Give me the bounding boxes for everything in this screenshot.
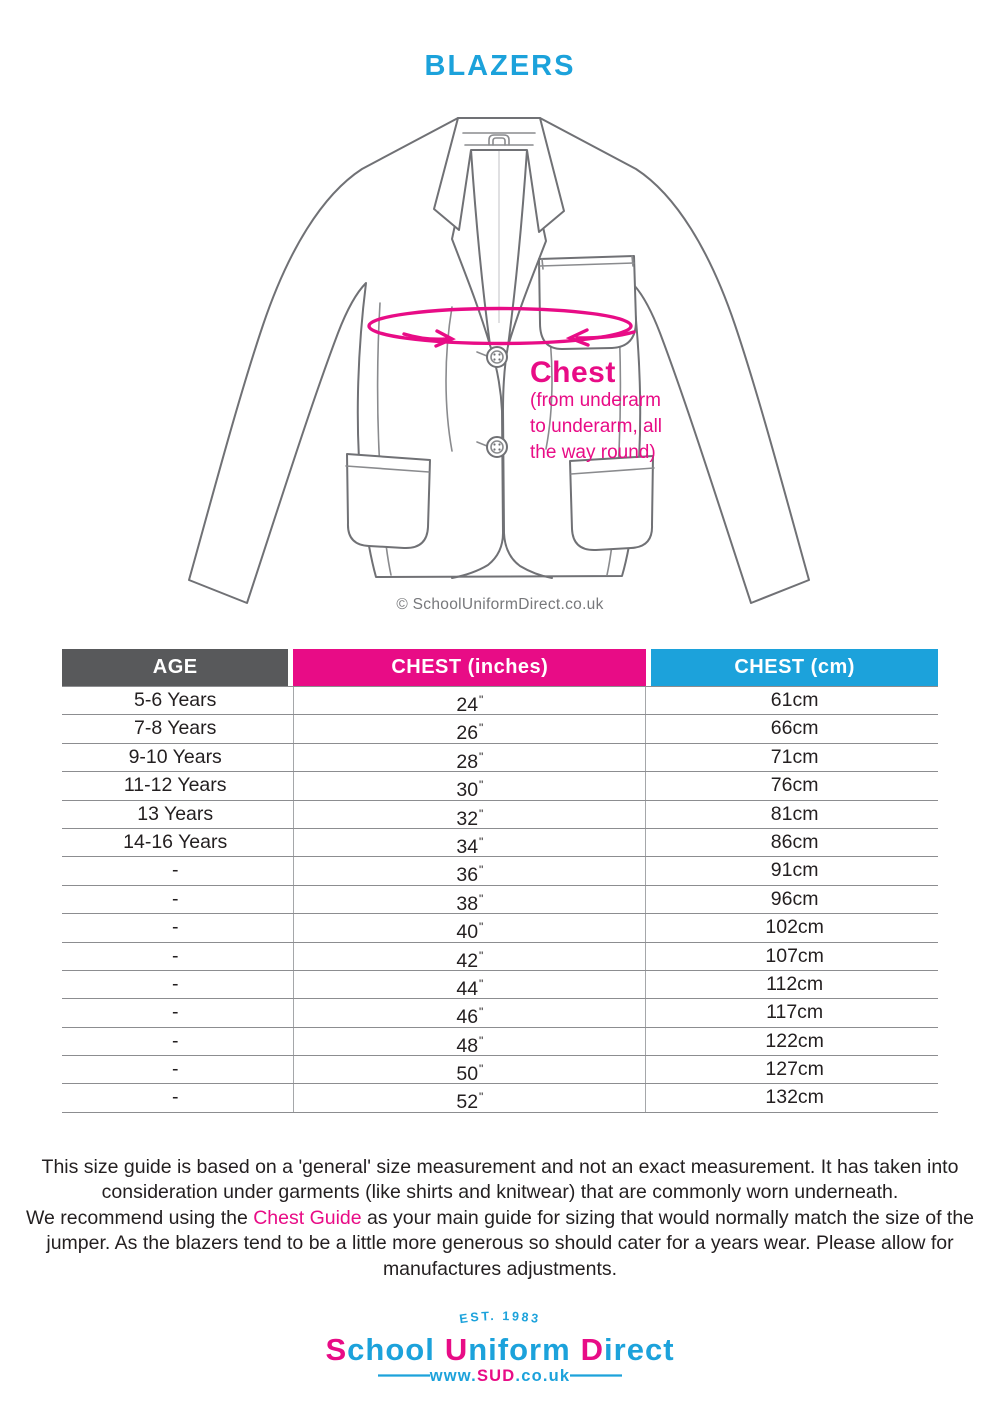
table-row <box>62 999 938 1027</box>
disclaimer <box>21 1155 979 1283</box>
table-row <box>62 715 938 743</box>
chest-inches-cell <box>293 943 646 970</box>
chest-inches-value: 30 <box>456 779 479 802</box>
chest-cm-cell: 91cm <box>770 859 819 882</box>
chest-cm-cell: 122cm <box>765 1029 824 1052</box>
inch-mark: " <box>479 920 484 935</box>
chest-inches-cell <box>293 687 646 714</box>
chest-cm-cell: 117cm <box>766 1001 824 1024</box>
chest-inches-cell <box>293 744 646 771</box>
chest-inches-value: 44 <box>456 977 479 1000</box>
chest-inches-cell <box>293 801 646 828</box>
disclaimer-text-2a: We recommend using the <box>25 1206 254 1229</box>
chest-inches-value: 34 <box>456 835 479 858</box>
inch-mark: " <box>479 721 484 736</box>
chest-note-line-2: to underarm, all <box>530 416 663 437</box>
chest-cm-cell: 81cm <box>770 802 819 825</box>
brand-logo <box>280 1300 720 1392</box>
table-row <box>62 857 938 885</box>
age-cell: - <box>171 916 179 939</box>
logo-url-prefix: www. <box>429 1367 477 1386</box>
inch-mark: " <box>479 863 484 878</box>
chest-cm-cell: 61cm <box>770 689 819 711</box>
logo-word1-initial: S <box>325 1332 348 1368</box>
chest-inches-value: 28 <box>456 750 479 773</box>
inch-mark: " <box>479 1090 484 1105</box>
chest-inches-value: 48 <box>456 1034 479 1057</box>
age-cell: - <box>171 1086 179 1109</box>
chest-cm-column-header: CHEST (cm) <box>651 649 938 686</box>
chest-cm-cell: 96cm <box>770 887 819 910</box>
logo-brand-text <box>325 1332 674 1367</box>
chest-inches-cell <box>293 715 646 745</box>
chest-inches-cell <box>293 886 646 913</box>
age-cell: - <box>171 972 179 995</box>
age-cell: 13 Years <box>137 802 214 825</box>
chest-inches-value: 24 <box>456 694 479 716</box>
table-row <box>62 744 938 772</box>
table-row <box>62 772 938 800</box>
chest-inches-column-header: CHEST (inches) <box>293 649 646 686</box>
left-patch-pocket <box>347 454 430 548</box>
age-column-header: AGE <box>62 649 288 686</box>
chest-cm-cell: 66cm <box>770 717 819 740</box>
inch-mark: " <box>479 749 484 764</box>
chest-inches-value: 42 <box>456 949 479 972</box>
age-cell: 5-6 Years <box>133 689 217 711</box>
logo-word2-initial: U <box>444 1332 469 1368</box>
inch-mark: " <box>479 778 484 793</box>
chest-note-line-1: (from underarm <box>530 390 661 411</box>
inch-mark: " <box>479 806 484 821</box>
chest-cm-cell: 112cm <box>766 972 824 995</box>
chest-inches-cell <box>293 857 646 887</box>
age-cell: 14-16 Years <box>123 830 228 853</box>
table-row <box>62 829 938 857</box>
chest-note-line-3: the way round) <box>530 442 656 463</box>
right-patch-pocket <box>570 456 653 550</box>
copyright-text: © SchoolUniformDirect.co.uk <box>396 596 604 613</box>
size-table-header <box>62 649 938 686</box>
age-cell: - <box>171 859 179 882</box>
chest-inches-value: 38 <box>456 892 479 915</box>
table-row <box>62 943 938 971</box>
table-row <box>62 686 938 715</box>
chest-inches-value: 40 <box>456 921 479 944</box>
disclaimer-text-1: This size guide is based on a 'general' size measurement and not an exact measurement. It has taken into consideration under garments (like shirts and knitwear) that are commonly worn underneath. <box>41 1155 959 1204</box>
age-cell: 9-10 Years <box>128 745 222 768</box>
chest-cm-cell: 71cm <box>770 745 819 768</box>
chest-inches-value: 52 <box>456 1091 479 1114</box>
chest-inches-cell <box>293 829 646 856</box>
inch-mark: " <box>479 693 484 707</box>
blazer-diagram <box>0 93 1000 615</box>
inch-mark: " <box>479 1005 484 1020</box>
logo-word1-rest: chool <box>347 1332 435 1368</box>
table-row <box>62 1056 938 1084</box>
age-cell: 11-12 Years <box>123 774 227 797</box>
table-row <box>62 801 938 829</box>
disclaimer-paragraph-1 <box>21 1155 979 1206</box>
page-title: BLAZERS <box>424 50 576 82</box>
chest-cm-cell: 86cm <box>770 830 819 853</box>
chest-label: Chest <box>530 356 616 389</box>
age-cell: 7-8 Years <box>133 717 217 740</box>
chest-cm-cell: 107cm <box>765 944 824 967</box>
logo-word3-initial: D <box>580 1332 605 1368</box>
logo-established-text: EST. 1983 <box>458 1309 542 1327</box>
disclaimer-paragraph-2 <box>21 1206 979 1283</box>
inch-mark: " <box>479 1062 484 1077</box>
chest-inches-cell <box>293 1028 646 1055</box>
table-row <box>62 1028 938 1056</box>
logo-url-brand: SUD <box>476 1367 516 1386</box>
chest-inches-value: 32 <box>456 807 479 830</box>
chest-cm-cell: 132cm <box>765 1086 824 1109</box>
disclaimer-text-2b: as your main guide for sizing that would normally match the size of the jumper. As the blazers tend to be a little more generous so should cater for a years wear. Please allow for manufactures adjustments. <box>46 1206 975 1280</box>
table-row <box>62 971 938 999</box>
chest-inches-cell <box>293 772 646 802</box>
chest-cm-cell: 127cm <box>765 1058 824 1081</box>
inch-mark: " <box>479 976 484 991</box>
chest-inches-cell <box>293 1056 646 1086</box>
age-cell: - <box>171 944 179 967</box>
chest-inches-value: 46 <box>456 1006 479 1029</box>
table-row <box>62 914 938 942</box>
chest-cm-cell: 76cm <box>770 774 819 797</box>
chest-inches-value: 26 <box>456 722 479 745</box>
chest-inches-cell <box>293 1084 646 1114</box>
inch-mark: " <box>479 948 484 963</box>
inch-mark: " <box>479 1033 484 1048</box>
age-cell: - <box>171 1029 179 1052</box>
inch-mark: " <box>479 834 484 849</box>
size-table <box>62 649 938 1113</box>
chest-inches-cell <box>293 971 646 998</box>
table-row <box>62 886 938 914</box>
chest-guide-highlight: Chest Guide <box>253 1206 362 1229</box>
logo-url-suffix: .co.uk <box>515 1367 571 1386</box>
chest-inches-cell <box>293 914 646 944</box>
table-row <box>62 1084 938 1112</box>
age-cell: - <box>171 1001 179 1024</box>
age-cell: - <box>171 1058 179 1081</box>
chest-inches-value: 36 <box>456 864 479 887</box>
logo-url-text <box>429 1367 571 1385</box>
logo-word2-rest: niform <box>468 1332 571 1368</box>
age-cell: - <box>171 887 179 910</box>
chest-cm-cell: 102cm <box>765 916 824 939</box>
chest-inches-value: 50 <box>456 1063 479 1086</box>
inch-mark: " <box>479 891 484 906</box>
size-table-body <box>62 686 938 1113</box>
logo-word3-rest: irect <box>604 1332 675 1368</box>
chest-inches-cell <box>293 999 646 1029</box>
